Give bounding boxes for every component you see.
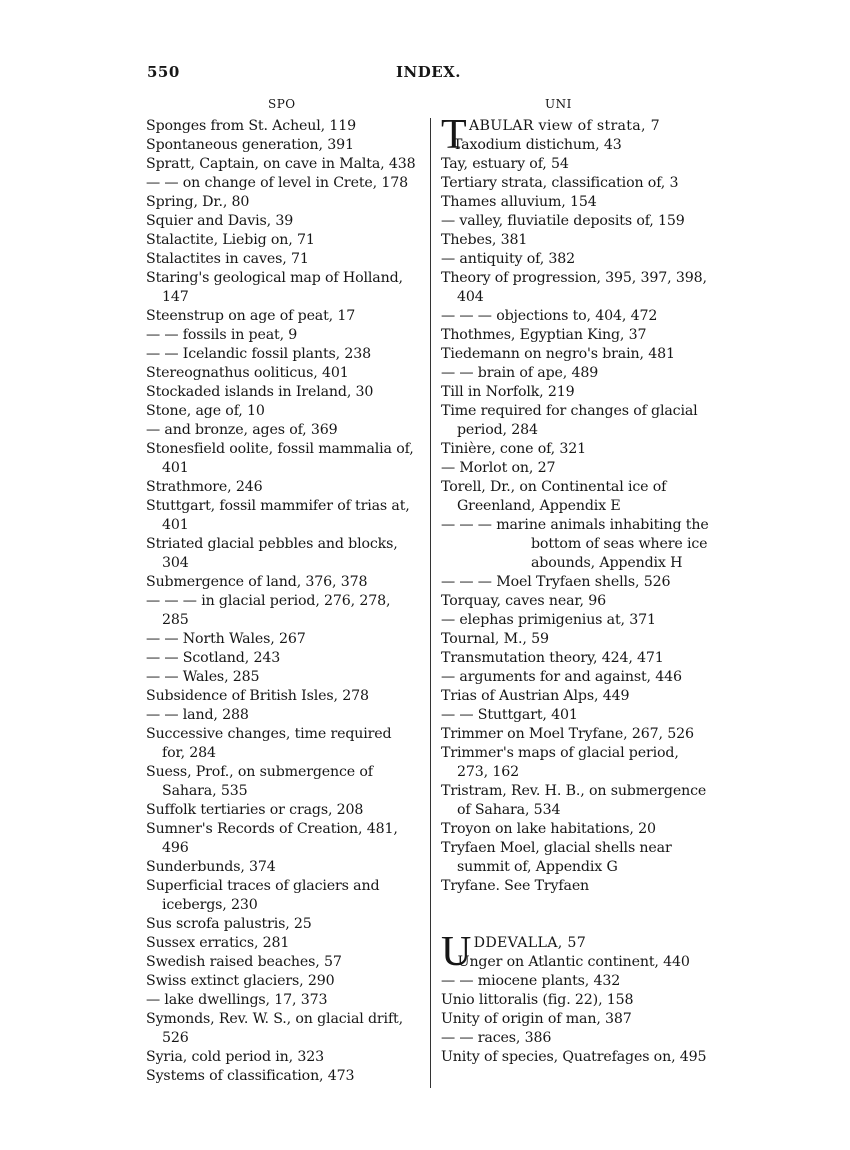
index-entry: Tiedemann on negro's brain, 481	[441, 346, 675, 362]
index-entry: Torell, Dr., on Continental ice of Greenland, Appendix E	[441, 479, 667, 514]
index-entry: — — North Wales, 267	[146, 631, 306, 647]
section-t	[441, 112, 713, 896]
index-entry: — and bronze, ages of, 369	[146, 422, 338, 438]
index-entry: Sus scrofa palustris, 25	[146, 916, 312, 932]
index-entry: Steenstrup on age of peat, 17	[146, 308, 356, 324]
index-entry: Superficial traces of glaciers and icebergs, 230	[146, 878, 380, 913]
right-catchword: UNI	[545, 97, 572, 111]
index-entry: — — brain of ape, 489	[441, 365, 599, 381]
index-entry: — — Wales, 285	[146, 669, 260, 685]
index-entry: Sponges from St. Acheul, 119	[146, 118, 357, 134]
index-entry: Sunderbunds, 374	[146, 859, 276, 875]
section-u	[441, 929, 713, 1067]
index-entry: Unity of species, Quatrefages on, 495	[441, 1049, 707, 1065]
index-entry: — — on change of level in Crete, 178	[146, 175, 408, 191]
index-entry: — elephas primigenius at, 371	[441, 612, 656, 628]
index-entry: Symonds, Rev. W. S., on glacial drift, 526	[146, 1011, 403, 1046]
index-entry: Spring, Dr., 80	[146, 194, 250, 210]
dropcap-t: T	[441, 112, 467, 158]
index-entry: — — land, 288	[146, 707, 249, 723]
left-catchword: SPO	[268, 97, 296, 111]
index-entry: Trimmer's maps of glacial period, 273, 162	[441, 745, 679, 780]
index-entry: — lake dwellings, 17, 373	[146, 992, 328, 1008]
index-entry: Thothmes, Egyptian King, 37	[441, 327, 647, 343]
page-number: 550	[147, 63, 180, 81]
index-entry: Time required for changes of glacial period, 284	[441, 403, 698, 438]
index-entry: Tay, estuary of, 54	[441, 156, 569, 172]
index-entry: Stalactites in caves, 71	[146, 251, 309, 267]
index-entry: Taxodium distichum, 43	[452, 137, 622, 153]
index-entry: Swiss extinct glaciers, 290	[146, 973, 335, 989]
index-entry: — valley, fluviatile deposits of, 159	[441, 213, 685, 229]
index-entry: Suffolk tertiaries or crags, 208	[146, 802, 364, 818]
index-entry: Stonesfield oolite, fossil mammalia of, 401	[146, 441, 414, 476]
dropcap-u: U	[441, 929, 472, 975]
index-entry: Stereognathus ooliticus, 401	[146, 365, 349, 381]
index-entry: Tinière, cone of, 321	[441, 441, 587, 457]
left-column	[146, 117, 416, 1086]
index-entry: Stockaded islands in Ireland, 30	[146, 384, 374, 400]
index-entry: Systems of classification, 473	[146, 1068, 355, 1084]
index-entry: Trimmer on Moel Tryfane, 267, 526	[441, 726, 694, 742]
index-entry: Unger on Atlantic continent, 440	[457, 954, 690, 970]
index-entry: Theory of progression, 395, 397, 398, 404	[441, 270, 707, 305]
index-entry: Transmutation theory, 424, 471	[441, 650, 664, 666]
index-entry: Strathmore, 246	[146, 479, 263, 495]
t-entries	[441, 136, 713, 896]
u-entries	[441, 953, 713, 1067]
index-entry: — — Stuttgart, 401	[441, 707, 578, 723]
index-entry: Tristram, Rev. H. B., on submergence of Sahara, 534	[441, 783, 707, 818]
index-entry: Tertiary strata, classification of, 3	[441, 175, 679, 191]
index-entry: Sussex erratics, 281	[146, 935, 290, 951]
index-entry: Striated glacial pebbles and blocks, 304	[146, 536, 398, 571]
index-entry: — — — objections to, 404, 472	[441, 308, 658, 324]
index-entry: Syria, cold period in, 323	[146, 1049, 324, 1065]
index-entry: Stone, age of, 10	[146, 403, 265, 419]
index-entry: Unity of origin of man, 387	[441, 1011, 632, 1027]
index-entry: Staring's geological map of Holland, 147	[146, 270, 403, 305]
index-entry: — arguments for and against, 446	[441, 669, 682, 685]
index-entry: Troyon on lake habitations, 20	[441, 821, 656, 837]
index-entry: Tryfaen Moel, glacial shells near summit of, Appendix G	[441, 840, 672, 875]
index-entry: Squier and Davis, 39	[146, 213, 294, 229]
index-entry: Suess, Prof., on submergence of Sahara, 535	[146, 764, 373, 799]
section-gap	[441, 896, 713, 934]
column-divider	[430, 118, 431, 1088]
index-entry: — — miocene plants, 432	[441, 973, 621, 989]
index-entry: Stalactite, Liebig on, 71	[146, 232, 315, 248]
index-entry: Subsidence of British Isles, 278	[146, 688, 369, 704]
right-column	[441, 112, 713, 1067]
index-entry: — — Scotland, 243	[146, 650, 281, 666]
index-entry: Tournal, M., 59	[441, 631, 549, 647]
index-entry: Swedish raised beaches, 57	[146, 954, 342, 970]
index-entry: Stuttgart, fossil mammifer of trias at, 401	[146, 498, 410, 533]
index-entry: — antiquity of, 382	[441, 251, 576, 267]
index-entry: — — — marine animals inhabiting the bottom of seas where ice abounds, Appendix H	[441, 517, 709, 571]
index-entry: Torquay, caves near, 96	[441, 593, 606, 609]
index-entry: Spratt, Captain, on cave in Malta, 438	[146, 156, 416, 172]
index-entry: — — — in glacial period, 276, 278, 285	[146, 593, 391, 628]
index-entry: — — Icelandic fossil plants, 238	[146, 346, 371, 362]
index-entry: — — — Moel Tryfaen shells, 526	[441, 574, 671, 590]
index-entry: Thames alluvium, 154	[441, 194, 597, 210]
index-entry: Unio littoralis (fig. 22), 158	[441, 992, 634, 1008]
index-entry: — Morlot on, 27	[441, 460, 556, 476]
running-head: INDEX.	[396, 63, 462, 81]
index-entry: Tryfane. See Tryfaen	[441, 878, 590, 894]
first-entry-rest: ABULAR view of strata, 7	[468, 118, 660, 134]
index-entry: — — races, 386	[441, 1030, 552, 1046]
first-entry-rest: DDEVALLA, 57	[473, 935, 587, 951]
index-entry: Trias of Austrian Alps, 449	[441, 688, 630, 704]
index-entry: Spontaneous generation, 391	[146, 137, 354, 153]
index-entry: — — fossils in peat, 9	[146, 327, 298, 343]
index-entry: Successive changes, time required for, 284	[146, 726, 392, 761]
index-entry: Thebes, 381	[441, 232, 528, 248]
index-entry: Submergence of land, 376, 378	[146, 574, 368, 590]
index-entry: Till in Norfolk, 219	[441, 384, 575, 400]
index-entry: Sumner's Records of Creation, 481, 496	[146, 821, 398, 856]
